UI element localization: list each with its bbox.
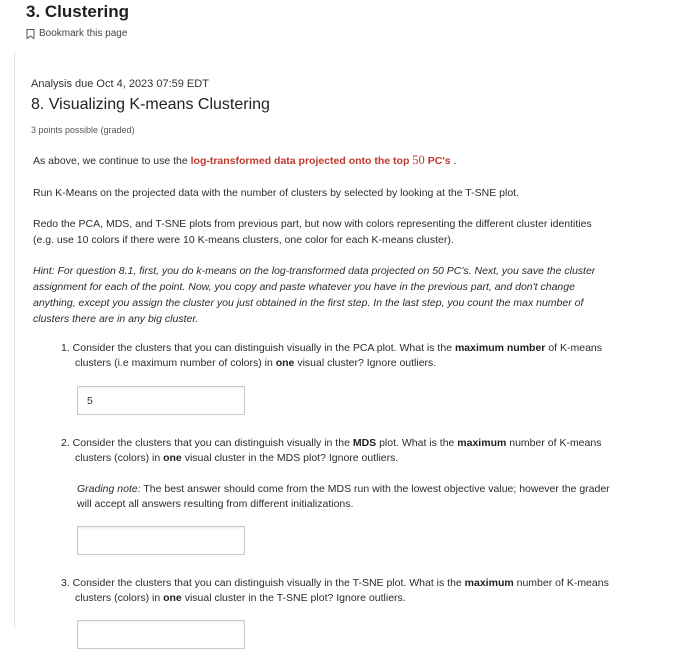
q2-text-mid: plot. What is the <box>376 437 458 449</box>
hint-line-3: anything, except you assign the cluster you just obtained in the first step. In the last step, you count the max number of <box>33 297 584 309</box>
bookmark-label: Bookmark this page <box>39 28 128 39</box>
q2-answer-input[interactable] <box>77 526 245 555</box>
bookmark-icon <box>26 29 35 39</box>
hint-line-1: Hint: For question 8.1, first, you do k-means on the log-transformed data projected on 50 PC's. Next, you save the cluster <box>33 265 596 277</box>
q2-text-end: number of K-means <box>506 437 602 449</box>
redo-paragraph <box>33 216 673 248</box>
q3-text: 3. Consider the clusters that you can distinguish visually in the T-SNE plot. What is the <box>61 577 465 589</box>
q3-line2-end: visual cluster in the T-SNE plot? Ignore outliers. <box>181 592 406 604</box>
problem-title: 8. Visualizing K-means Clustering <box>31 96 270 113</box>
q1-line2: clusters (i.e maximum number of colors) in <box>75 357 276 369</box>
due-date: Analysis due Oct 4, 2023 07:59 EDT <box>31 78 209 90</box>
q3-answer-input[interactable] <box>77 620 245 649</box>
bookmark-button[interactable] <box>26 28 127 39</box>
grading-note-line-2: will accept all answers resulting from different initializations. <box>77 498 354 510</box>
run-paragraph: Run K-Means on the projected data with the number of clusters by selected by looking at the T-SNE plot. <box>33 187 519 199</box>
q2-text: 2. Consider the clusters that you can distinguish visually in the <box>61 437 353 449</box>
q1-answer-input[interactable]: 5 <box>77 386 245 415</box>
hint-line-4: clusters there are in any big cluster. <box>33 313 199 325</box>
question-2 <box>61 436 673 466</box>
q2-maximum: maximum <box>457 437 507 449</box>
q1-line2-end: visual cluster? Ignore outliers. <box>294 357 437 369</box>
q3-maximum: maximum <box>464 577 514 589</box>
intro-text: As above, we continue to use the <box>33 155 191 167</box>
q3-line2: clusters (colors) in <box>75 592 164 604</box>
redo-line-1: Redo the PCA, MDS, and T-SNE plots from previous part, but now with colors representing the different cluster identities <box>33 218 592 230</box>
intro-end: . <box>450 155 457 167</box>
q1-one: one <box>275 357 295 369</box>
redo-line-2: (e.g. use 10 colors if there were 10 K-means clusters, one color for each K-means cluster). <box>33 234 454 246</box>
page-header <box>0 0 700 52</box>
section-title: 3. Clustering <box>26 2 129 21</box>
q2-line2-end: visual cluster in the MDS plot? Ignore outliers. <box>181 452 399 464</box>
intro-highlight: log-transformed data projected onto the top <box>190 155 413 167</box>
points-label: 3 points possible (graded) <box>31 125 135 135</box>
q1-text: 1. Consider the clusters that you can distinguish visually in the PCA plot. What is the <box>61 342 455 354</box>
hint-line-2: assignment for each of the point. Now, you copy and paste whatever you have in the previous part, and don't change <box>33 281 575 293</box>
q2-one: one <box>163 452 182 464</box>
question-3 <box>61 576 673 606</box>
grading-note <box>77 482 673 512</box>
grading-note-label: Grading note: <box>77 483 141 495</box>
problem-panel <box>14 52 700 628</box>
q1-text-end: of K-means <box>545 342 603 354</box>
intro-highlight-end: PC's <box>424 155 451 167</box>
grading-note-line-1: The best answer should come from the MDS run with the lowest objective value; however the grader <box>140 483 610 495</box>
q2-line2: clusters (colors) in <box>75 452 164 464</box>
hint-paragraph <box>33 263 673 327</box>
q1-bold: maximum number <box>454 342 546 354</box>
q2-mds: MDS <box>352 437 377 449</box>
q3-text-end: number of K-means <box>513 577 609 589</box>
question-1 <box>61 341 673 371</box>
intro-number: 50 <box>412 153 425 167</box>
q3-one: one <box>163 592 182 604</box>
intro-paragraph <box>33 152 673 169</box>
